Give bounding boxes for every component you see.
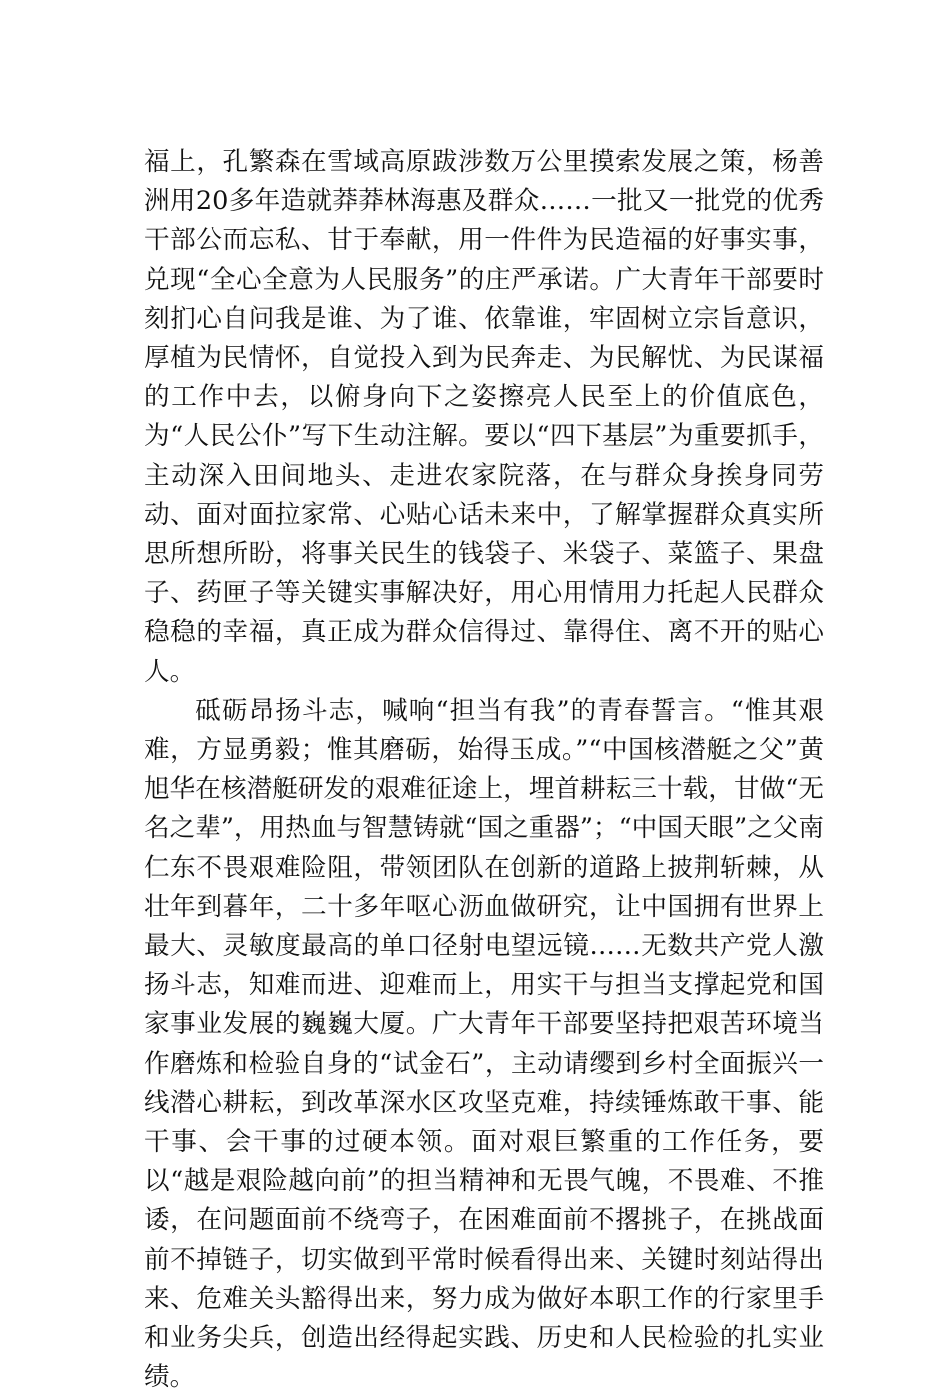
paragraph-1: 福上，孔繁森在雪域高原跋涉数万公里摸索发展之策，杨善洲用20多年造就莽莽林海惠及群众……一批又一批党的优秀干部公而忘私、甘于奉献，用一件件为民造福的好事实事，兑现“全心全意为人民服务”的庄严承诺。广大青年干部要时刻扪心自问我是谁、为了谁、依靠谁，牢固树立宗旨意识，厚植为民情怀，自觉投入到为民奔走、为民解忧、为民谋福的工作中去，以俯身向下之姿擦亮人民至上的价值底色，为“人民公仆”写下生动注解。要以“四下基层”为重要抓手，主动深入田间地头、走进农家院落，在与群众身挨身同劳动、面对面拉家常、心贴心话未来中，了解掌握群众真实所思所想所盼，将事关民生的钱袋子、米袋子、菜篮子、果盘子、药匣子等关键实事解决好，用心用情用力托起人民群众稳稳的幸福，真正成为群众信得过、靠得住、离不开的贴心人。 <box>144 147 824 687</box>
paragraph-2: 砥砺昂扬斗志，喊响“担当有我”的青春誓言。“惟其艰难，方显勇毅；惟其磨砺，始得玉成。”“中国核潜艇之父”黄旭华在核潜艇研发的艰难征途上，埋首耕耘三十载，甘做“无名之辈”，用热血与智慧铸就“国之重器”；“中国天眼”之父南仁东不畏艰难险阻，带领团队在创新的道路上披荆斩棘，从壮年到暮年，二十多年呕心沥血做研究，让中国拥有世界上最大、灵敏度最高的单口径射电望远镜……无数共产党人激扬斗志，知难而进、迎难而上，用实干与担当支撑起党和国家事业发展的巍巍大厦。广大青年干部要坚持把艰苦环境当作磨炼和检验自身的“试金石”，主动请缨到乡村全面振兴一线潜心耕耘，到改革深水区攻坚克难，持续锤炼敢干事、能干事、会干事的过硬本领。面对艰巨繁重的工作任务，要以“越是艰险越向前”的担当精神和无畏气魄，不畏难、不推诿，在问题面前不绕弯子，在困难面前不撂挑子，在挑战面前不掉链子，切实做到平常时候看得出来、关键时刻站得出来、危难关头豁得出来，努力成为做好本职工作的行家里手和业务尖兵，创造出经得起实践、历史和人民检验的扎实业绩。 <box>144 695 824 1393</box>
body-text <box>144 143 824 1398</box>
